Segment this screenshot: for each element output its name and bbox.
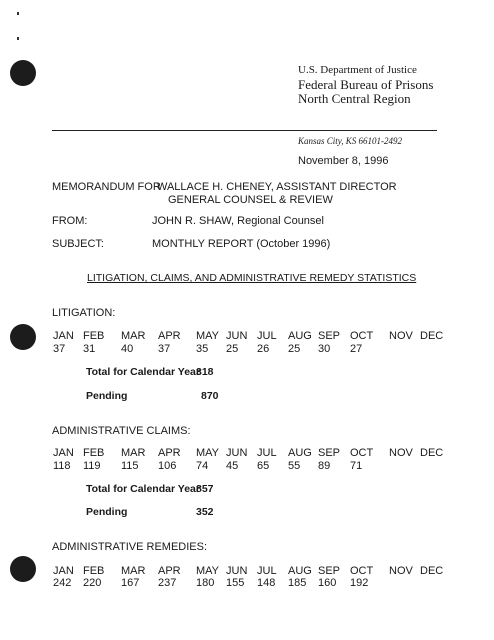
month-label: APR xyxy=(158,565,181,577)
binder-hole-top xyxy=(10,60,36,86)
month-value: 148 xyxy=(257,577,276,589)
letterhead-line2: Federal Bureau of Prisons xyxy=(298,77,434,92)
month-value: 40 xyxy=(121,343,134,355)
month-label: APR xyxy=(158,447,181,459)
month-label: JUN xyxy=(226,565,248,577)
section-title-claims: ADMINISTRATIVE CLAIMS: xyxy=(52,425,191,437)
memo-date: November 8, 1996 xyxy=(298,155,389,167)
month-value: 89 xyxy=(318,460,331,472)
letterhead-line3: North Central Region xyxy=(298,91,411,106)
month-label: NOV xyxy=(389,447,413,459)
month-label: OCT xyxy=(350,447,374,459)
month-value: 26 xyxy=(257,343,270,355)
total-value-claims: 857 xyxy=(196,483,214,495)
month-value: 220 xyxy=(83,577,102,589)
month-label: JAN xyxy=(53,447,74,459)
month-label: AUG xyxy=(288,330,312,342)
month-label: OCT xyxy=(350,565,374,577)
pending-label-litigation: Pending xyxy=(86,390,128,402)
letterhead-line1: U.S. Department of Justice xyxy=(298,64,417,76)
month-value: 106 xyxy=(158,460,177,472)
report-heading: LITIGATION, CLAIMS, AND ADMINISTRATIVE REMEDY STATISTICS xyxy=(87,272,417,284)
month-label: MAR xyxy=(121,447,146,459)
memo-to-line2: GENERAL COUNSEL & REVIEW xyxy=(168,194,333,206)
month-value: 185 xyxy=(288,577,307,589)
section-title-litigation: LITIGATION: xyxy=(52,307,116,319)
month-label: JUL xyxy=(257,330,277,342)
month-label: JAN xyxy=(53,565,74,577)
memo-from-label: FROM: xyxy=(52,215,88,227)
month-label: JAN xyxy=(53,330,74,342)
month-value: 118 xyxy=(53,460,71,472)
month-label: SEP xyxy=(318,565,341,577)
month-value: 167 xyxy=(121,577,140,589)
month-label: NOV xyxy=(389,330,413,342)
month-value: 37 xyxy=(158,343,171,355)
total-label-claims: Total for Calendar Year xyxy=(86,483,200,495)
month-label: JUN xyxy=(226,330,248,342)
month-label: AUG xyxy=(288,565,312,577)
month-label: NOV xyxy=(389,565,413,577)
total-label-litigation: Total for Calendar Year xyxy=(86,366,200,378)
month-label: MAY xyxy=(196,447,220,459)
memo-from-value: JOHN R. SHAW, Regional Counsel xyxy=(152,215,324,227)
month-value: 119 xyxy=(83,460,101,472)
month-value: 155 xyxy=(226,577,245,589)
letterhead-address: Kansas City, KS 66101-2492 xyxy=(298,136,403,146)
memo-to-line1: WALLACE H. CHENEY, ASSISTANT DIRECTOR xyxy=(157,181,397,193)
month-label: DEC xyxy=(420,330,444,342)
month-value: 192 xyxy=(350,577,369,589)
month-value: 115 xyxy=(121,460,139,472)
month-label: DEC xyxy=(420,565,444,577)
month-label: OCT xyxy=(350,330,374,342)
binder-hole-bottom xyxy=(10,556,36,582)
month-label: SEP xyxy=(318,330,341,342)
month-label: JUL xyxy=(257,565,277,577)
month-value: 74 xyxy=(196,460,209,472)
month-value: 25 xyxy=(288,343,301,355)
month-label: DEC xyxy=(420,447,444,459)
month-label: FEB xyxy=(83,447,105,459)
month-value: 37 xyxy=(53,343,66,355)
speck xyxy=(17,37,19,40)
binder-hole-middle xyxy=(10,324,36,350)
month-label: MAY xyxy=(196,330,220,342)
pending-value-litigation: 870 xyxy=(201,390,219,402)
letterhead-rule xyxy=(52,130,437,131)
month-value: 55 xyxy=(288,460,301,472)
month-value: 27 xyxy=(350,343,363,355)
month-label: JUL xyxy=(257,447,277,459)
month-value: 160 xyxy=(318,577,337,589)
section-title-remedies: ADMINISTRATIVE REMEDIES: xyxy=(52,541,208,553)
month-value: 71 xyxy=(350,460,363,472)
month-value: 180 xyxy=(196,577,215,589)
month-label: SEP xyxy=(318,447,341,459)
month-value: 237 xyxy=(158,577,177,589)
month-label: MAY xyxy=(196,565,220,577)
memo-subject-label: SUBJECT: xyxy=(52,238,104,250)
month-value: 30 xyxy=(318,343,331,355)
month-value: 25 xyxy=(226,343,239,355)
month-value: 31 xyxy=(83,343,96,355)
month-label: FEB xyxy=(83,565,105,577)
month-value: 242 xyxy=(53,577,72,589)
pending-value-claims: 352 xyxy=(196,506,214,518)
month-value: 35 xyxy=(196,343,209,355)
month-label: APR xyxy=(158,330,181,342)
month-label: JUN xyxy=(226,447,248,459)
pending-label-claims: Pending xyxy=(86,506,128,518)
month-value: 65 xyxy=(257,460,270,472)
total-value-litigation: 318 xyxy=(196,366,214,378)
memo-subject-value: MONTHLY REPORT (October 1996) xyxy=(152,238,331,250)
month-label: FEB xyxy=(83,330,105,342)
memo-to-label: MEMORANDUM FOR xyxy=(52,181,161,193)
month-label: MAR xyxy=(121,565,146,577)
speck xyxy=(17,12,19,15)
month-value: 45 xyxy=(226,460,239,472)
month-label: MAR xyxy=(121,330,146,342)
month-label: AUG xyxy=(288,447,312,459)
